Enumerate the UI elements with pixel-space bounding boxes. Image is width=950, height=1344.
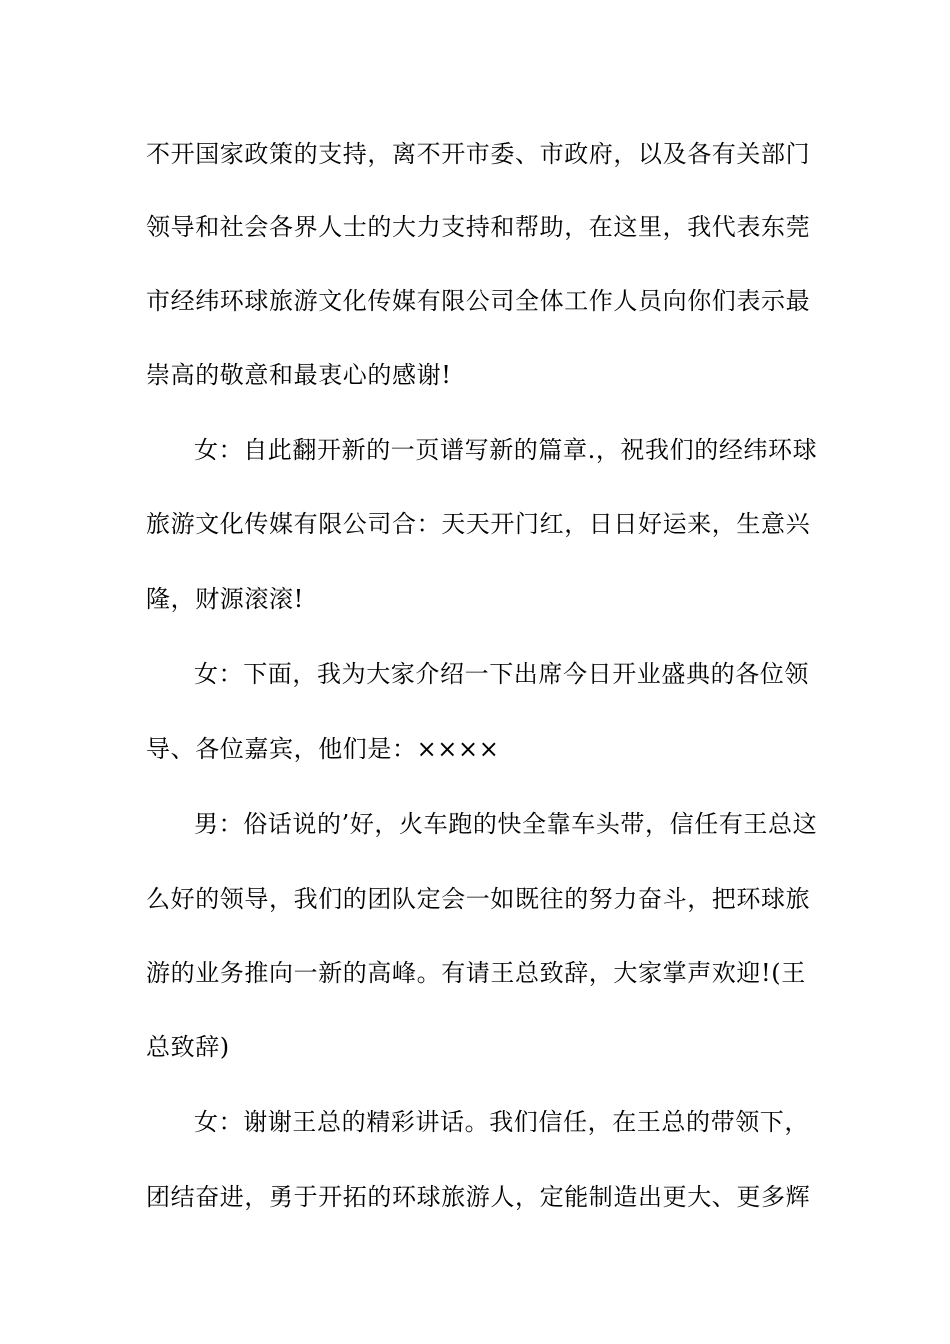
- text-line: 隆，财源滚滚!: [146, 585, 304, 613]
- text-line: 领导和社会各界人士的大力支持和帮助，在这里，我代表东莞: [146, 213, 811, 241]
- text-line: 团结奋进，勇于开拓的环球旅游人，定能制造出更大、更多辉: [146, 1183, 811, 1211]
- text-line: 市经纬环球旅游文化传媒有限公司全体工作人员向你们表示最: [146, 287, 811, 315]
- text-line: 女：自此翻开新的一页谱写新的篇章.，祝我们的经纬环球: [194, 436, 818, 464]
- text-line: 男：俗话说的’好，火车跑的快全靠车头带，信任有王总这: [194, 810, 818, 838]
- text-line: 崇高的敬意和最衷心的感谢!: [146, 361, 452, 389]
- text-line: 不开国家政策的支持，离不开市委、市政府，以及各有关部门: [146, 140, 811, 168]
- text-line: 游的业务推向一新的高峰。有请王总致辞，大家掌声欢迎!(王: [146, 959, 806, 987]
- text-line: 么好的领导，我们的团队定会一如既往的努力奋斗，把环球旅: [146, 885, 811, 913]
- text-line: 导、各位嘉宾，他们是：××××: [146, 735, 500, 763]
- text-line: 女：下面，我为大家介绍一下出席今日开业盛典的各位领: [194, 660, 809, 688]
- text-line: 女：谢谢王总的精彩讲话。我们信任，在王总的带领下，: [194, 1108, 809, 1136]
- text-line: 总致辞): [146, 1033, 230, 1061]
- text-line: 旅游文化传媒有限公司合：天天开门红，日日好运来，生意兴: [146, 510, 811, 538]
